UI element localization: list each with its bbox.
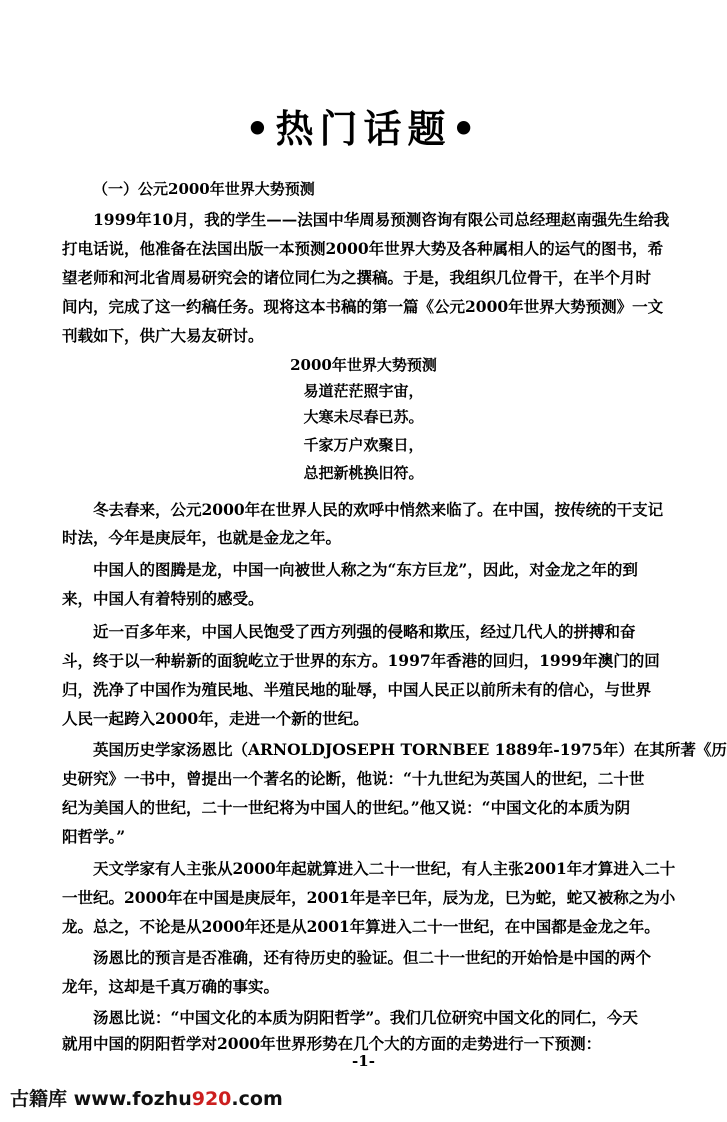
- site-name: 古籍库: [10, 1088, 68, 1110]
- poem-line: 总把新桃换旧符。: [303, 464, 424, 482]
- para7-line: 汤恩比的预言是否准确，还有待历史的验证。但二十一世纪的开始恰是中国的两个: [93, 948, 652, 967]
- para4-line: 近一百多年来，中国人民饱受了西方列强的侵略和欺压，经过几代人的拼搏和奋: [93, 622, 636, 641]
- poem-line: 大寒未尽春已苏。: [303, 408, 424, 426]
- para1-line: 打电话说，他准备在法国出版一本预测2000年世界大势及各种属相人的运气的图书，希: [62, 239, 664, 258]
- para1-line: 刊载如下，供广大易友研讨。: [62, 326, 264, 345]
- para1-line: 间内，完成了这一约稿任务。现将这本书稿的第一篇《公元2000年世界大势预测》一文: [62, 297, 664, 316]
- para3-line: 中国人的图腾是龙，中国一向被世人称之为“东方巨龙”，因此，对金龙之年的到: [93, 560, 638, 579]
- para2-line: 冬去春来，公元2000年在世界人民的欢呼中悄然来临了。在中国，按传统的干支记: [93, 500, 664, 519]
- para5-line: 阳哲学。”: [62, 827, 126, 846]
- site-watermark: [10, 1084, 283, 1111]
- para5-line: 纪为美国人的世纪，二十一世纪将为中国人的世纪。”他又说：“中国文化的本质为阴: [62, 798, 631, 817]
- para4-line: 人民一起跨入2000年，走进一个新的世纪。: [62, 709, 369, 728]
- para8-line: 汤恩比说：“中国文化的本质为阴阳哲学”。我们几位研究中国文化的同仁，今天: [93, 1008, 638, 1027]
- poem-title: 2000年世界大势预测: [290, 356, 437, 374]
- para6-line: 龙。总之，不论是从2000年还是从2001年算进入二十一世纪，在中国都是金龙之年。: [62, 917, 660, 936]
- para6-line: 天文学家有人主张从2000年起就算进入二十一世纪，有人主张2001年才算进入二十: [93, 859, 676, 878]
- poem-line: 易道茫茫照宇宙，: [303, 382, 424, 400]
- page-title: •热门话题•: [245, 106, 482, 151]
- para2-line: 时法，今年是庚辰年，也就是金龙之年。: [62, 528, 342, 547]
- para5-line: 史研究》一书中，曾提出一个著名的论断，他说：“十九世纪为英国人的世纪，二十世: [62, 769, 645, 788]
- site-url: www.fozhu920.com: [73, 1088, 283, 1110]
- para1-line: 1999年10月，我的学生——法国中华周易预测咨询有限公司总经理赵南强先生给我: [93, 210, 670, 229]
- para5-line: 英国历史学家汤恩比（ARNOLDJOSEPH TORNBEE 1889年-1975年）在其所著《历: [93, 740, 727, 759]
- para1-line: 望老师和河北省周易研究会的诸位同仁为之撰稿。于是，我组织几位骨干，在半个月时: [62, 268, 652, 287]
- para4-line: 归，洗净了中国作为殖民地、半殖民地的耻辱，中国人民正以前所未有的信心，与世界: [62, 680, 652, 699]
- para7-line: 龙年，这却是千真万确的事实。: [62, 977, 280, 996]
- para3-line: 来，中国人有着特别的感受。: [62, 589, 264, 608]
- poem-line: 千家万户欢聚日，: [303, 436, 424, 454]
- page-number: -1-: [352, 1052, 375, 1070]
- para6-line: 一世纪。2000年在中国是庚辰年，2001年是辛巳年，辰为龙，巳为蛇，蛇又被称之为小: [62, 888, 676, 907]
- para8-line: 就用中国的阴阳哲学对2000年世界形势在几个大的方面的走势进行一下预测：: [62, 1034, 602, 1053]
- para4-line: 斗，终于以一种崭新的面貌屹立于世界的东方。1997年香港的回归，1999年澳门的回: [62, 651, 660, 670]
- section-heading: （一）公元2000年世界大势预测: [93, 180, 315, 198]
